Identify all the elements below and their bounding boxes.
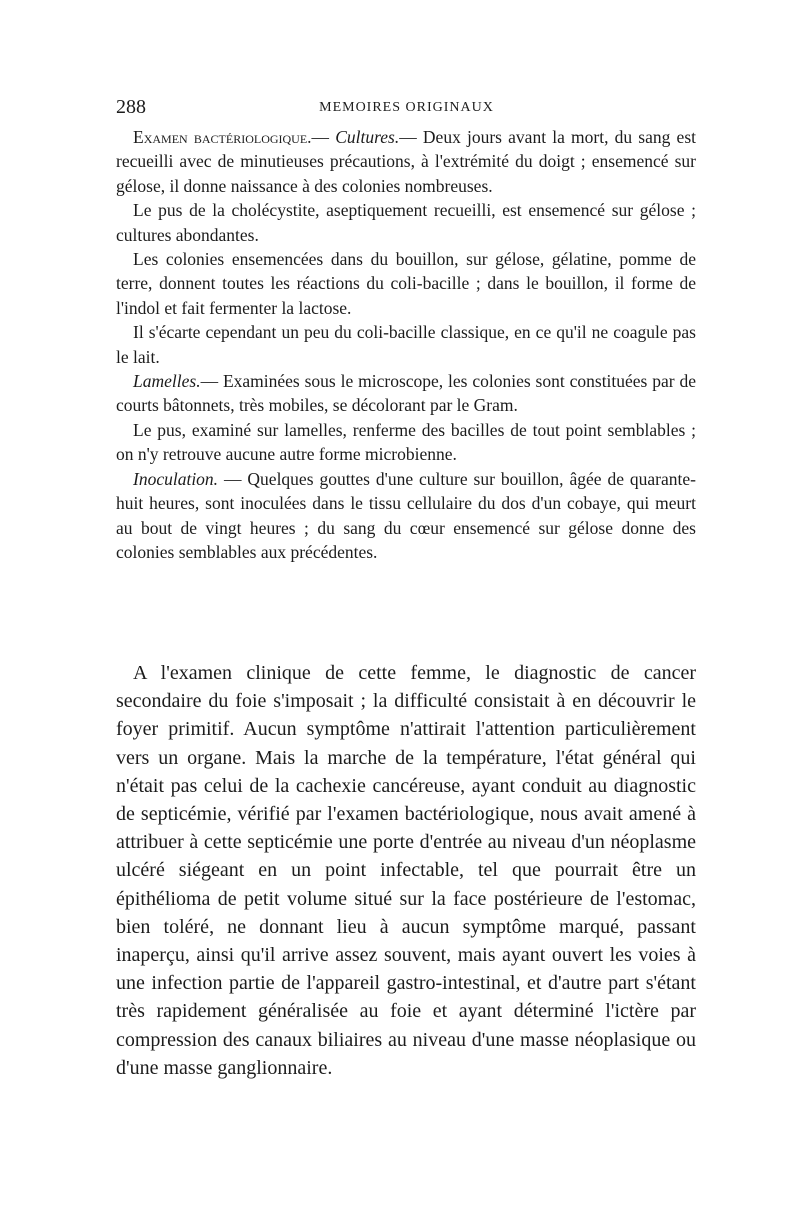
paragraph: Les colonies ensemencées dans du bouillon, sur gélose, gélatine, pomme de terre, donnent toutes les réactions du coli-bacille ; dans le bouillon, il forme de l'indol et fait fermenter la lactose. — [116, 249, 696, 318]
paragraph: Il s'écarte cependant un peu du coli-bacille classique, en ce qu'il ne coagule pas le lait. — [116, 322, 696, 367]
page-header — [116, 96, 697, 120]
bacteriology-section — [116, 125, 696, 564]
subsection-title: Inoculation. — [133, 468, 219, 489]
subsection-title: Cultures. — [335, 127, 400, 147]
paragraph-text: — Deux jours avant la mort, du sang est recueilli avec de minutieuses précautions, à l'extrémité du doigt ; ensemencé sur gélose, il donne naissance à des colonies nombreuses. — [116, 127, 696, 196]
clinical-discussion — [116, 659, 696, 1082]
paragraph-cultures — [116, 125, 696, 198]
paragraph-text: — Examinées sous le microscope, les colonies sont constituées par de courts bâtonnets, très mobiles, se décolorant par le Gram. — [116, 371, 696, 416]
page-number: 288 — [116, 96, 146, 118]
section-lead: Examen bactériologique.— — [133, 127, 330, 147]
paragraph-lamelles — [116, 369, 696, 418]
subsection-title: Lamelles. — [133, 371, 201, 392]
paragraph-text: — Quelques gouttes d'une culture sur bouillon, âgée de quarante-huit heures, sont inoculées dans le tissu cellulaire du dos d'un cobaye, qui meurt au bout de vingt heures ; du sang du cœur ensemencé sur gélose donne des colonies semblables aux précédentes. — [116, 468, 696, 562]
paragraph: Le pus de la cholécystite, aseptiquement recueilli, est ensemencé sur gélose ; cultures abondantes. — [116, 200, 696, 245]
paragraph: Le pus, examiné sur lamelles, renferme des bacilles de tout point semblables ; on n'y retrouve aucune autre forme microbienne. — [116, 419, 696, 465]
paragraph-inoculation — [116, 467, 696, 565]
paragraph: A l'examen clinique de cette femme, le diagnostic de cancer secondaire du foie s'imposait ; la difficulté consistait à en découvrir le foyer primitif. Aucun symptôme n'attirait l'attention particulièrement vers un organe. Mais la marche de la température, l'état général qui n'était pas celui de la cachexie cancéreuse, ayant conduit au diagnostic de septicémie, vérifié par l'examen bactériologique, nous avait amené à attribuer à cette septicémie une porte d'entrée au niveau d'un néoplasme ulcéré siégeant en un point infectable, tel que pourrait être un épithélioma de petit volume situé sur la face postérieure de l'estomac, bien toléré, ne donnant lieu à aucun symptôme marqué, passant inaperçu, ainsi qu'il arrive assez souvent, mais ayant ouvert les voies à une infection partie de l'appareil gastro-intestinal, et d'autre part s'étant très rapidement généralisée au foie et ayant déterminé l'ictère par compression des canaux biliaires au niveau d'une masse néoplasique ou d'une masse ganglionnaire. — [116, 662, 696, 1079]
running-title: MEMOIRES ORIGINAUX — [319, 100, 494, 115]
